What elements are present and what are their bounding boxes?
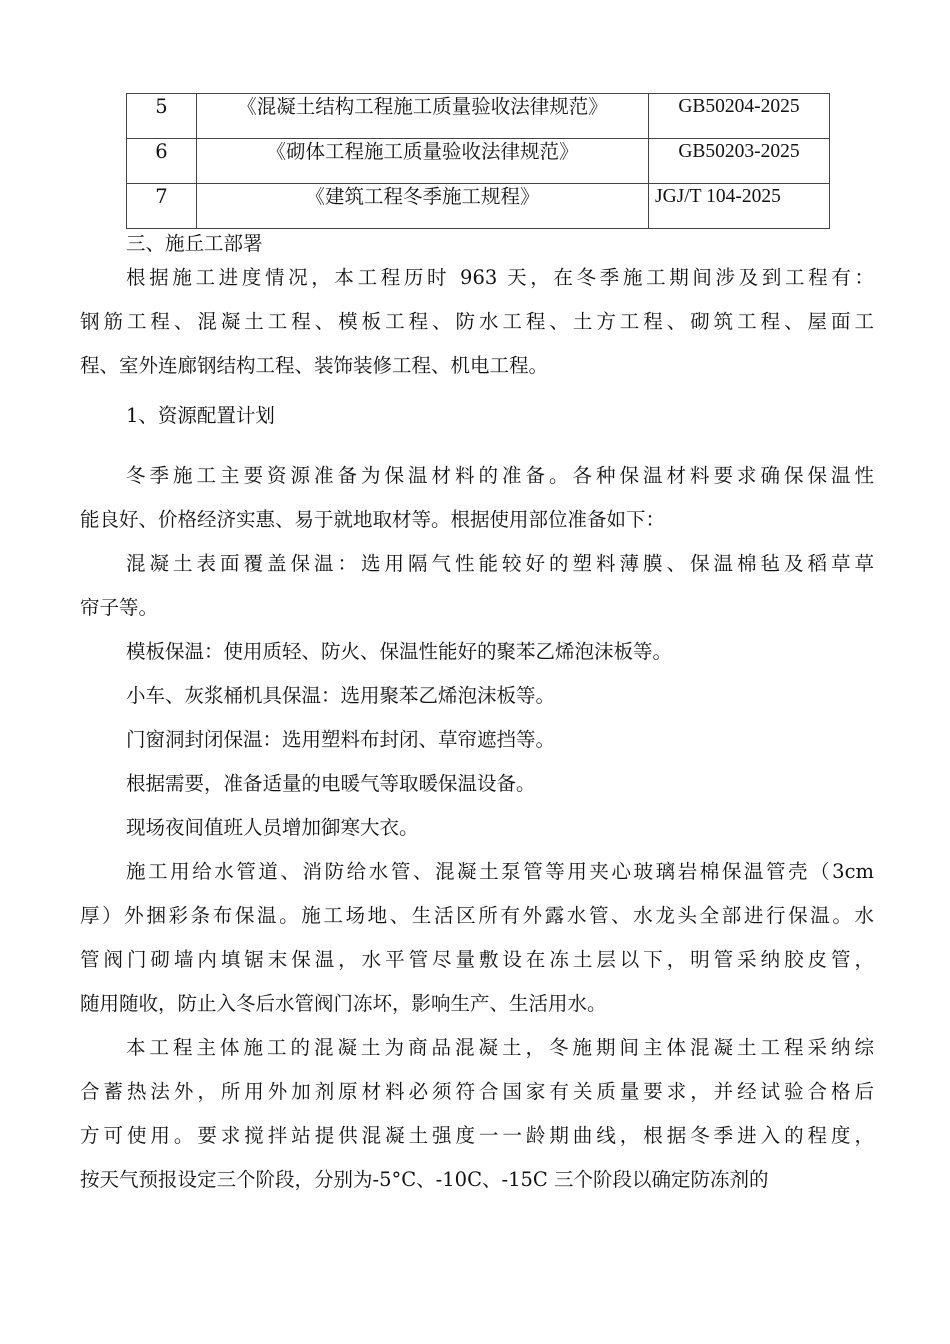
paragraph-line: 小车、灰浆桶机具保温：选用聚苯乙烯泡沫板等。: [126, 684, 556, 707]
subsection-heading: 1、资源配置计划: [126, 404, 275, 427]
standard-code: GB50204-2025: [649, 94, 830, 139]
paragraph-line: 程、室外连廊钢结构工程、装饰装修工程、机电工程。: [80, 354, 549, 377]
section-heading: 三、施丘工部署: [126, 232, 263, 255]
paragraph-line: 按天气预报设定三个阶段，分别为-5°C、-10C、-15C 三个阶段以确定防冻剂的: [80, 1168, 769, 1191]
paragraph-line: 合蓄热法外，所用外加剂原材料必须符合国家有关质量要求，并经试验合格后: [80, 1080, 874, 1103]
standard-name: 《砌体工程施工质量验收法律规范》: [197, 139, 649, 184]
row-number: 5: [127, 94, 197, 139]
paragraph-line: 帘子等。: [80, 596, 159, 619]
paragraph-line: 门窗洞封闭保温：选用塑料布封闭、草帘遮挡等。: [126, 728, 556, 751]
standard-name: 《混凝土结构工程施工质量验收法律规范》: [197, 94, 649, 139]
paragraph-line: 方可使用。要求搅拌站提供混凝土强度一一龄期曲线，根据冬季进入的程度，: [80, 1124, 874, 1147]
paragraph-line: 能良好、价格经济实惠、易于就地取材等。根据使用部位准备如下：: [80, 508, 666, 531]
paragraph-line: 根据需要，准备适量的电暖气等取暖保温设备。: [126, 772, 536, 795]
paragraph-line: 管阀门砌墙内填锯末保温，水平管尽量敷设在冻土层以下，明管采纳胶皮管，: [80, 948, 874, 971]
paragraph-line: 冬季施工主要资源准备为保温材料的准备。各种保温材料要求确保保温性: [126, 464, 874, 487]
standard-code: GB50203-2025: [649, 139, 830, 184]
table-row: [127, 94, 830, 139]
paragraph-line: 钢筋工程、混凝土工程、模板工程、防水工程、土方工程、砌筑工程、屋面工: [80, 310, 874, 333]
row-number: 7: [127, 184, 197, 229]
paragraph-line: 现场夜间值班人员增加御寒大衣。: [126, 816, 419, 839]
row-number: 6: [127, 139, 197, 184]
standard-code: JGJ/T 104-2025: [649, 184, 830, 229]
paragraph-line: 根据施工进度情况，本工程历时 963 天，在冬季施工期间涉及到工程有：: [126, 266, 874, 289]
paragraph-line: 施工用给水管道、消防给水管、混凝土泵管等用夹心玻璃岩棉保温管壳（3cm: [126, 860, 874, 883]
paragraph-line: 模板保温：使用质轻、防火、保温性能好的聚苯乙烯泡沫板等。: [126, 640, 673, 663]
paragraph-line: 混凝土表面覆盖保温：选用隔气性能较好的塑料薄膜、保温棉毡及稻草草: [126, 552, 874, 575]
table-row: [127, 184, 830, 229]
standard-name: 《建筑工程冬季施工规程》: [197, 184, 649, 229]
paragraph-line: 本工程主体施工的混凝土为商品混凝土，冬施期间主体混凝土工程采纳综: [126, 1036, 874, 1059]
paragraph-line: 随用随收，防止入冬后水管阀门冻坏，影响生产、生活用水。: [80, 992, 607, 1015]
table-row: [127, 139, 830, 184]
paragraph-line: 厚）外捆彩条布保温。施工场地、生活区所有外露水管、水龙头全部进行保温。水: [80, 904, 874, 927]
standards-table: [126, 93, 830, 229]
